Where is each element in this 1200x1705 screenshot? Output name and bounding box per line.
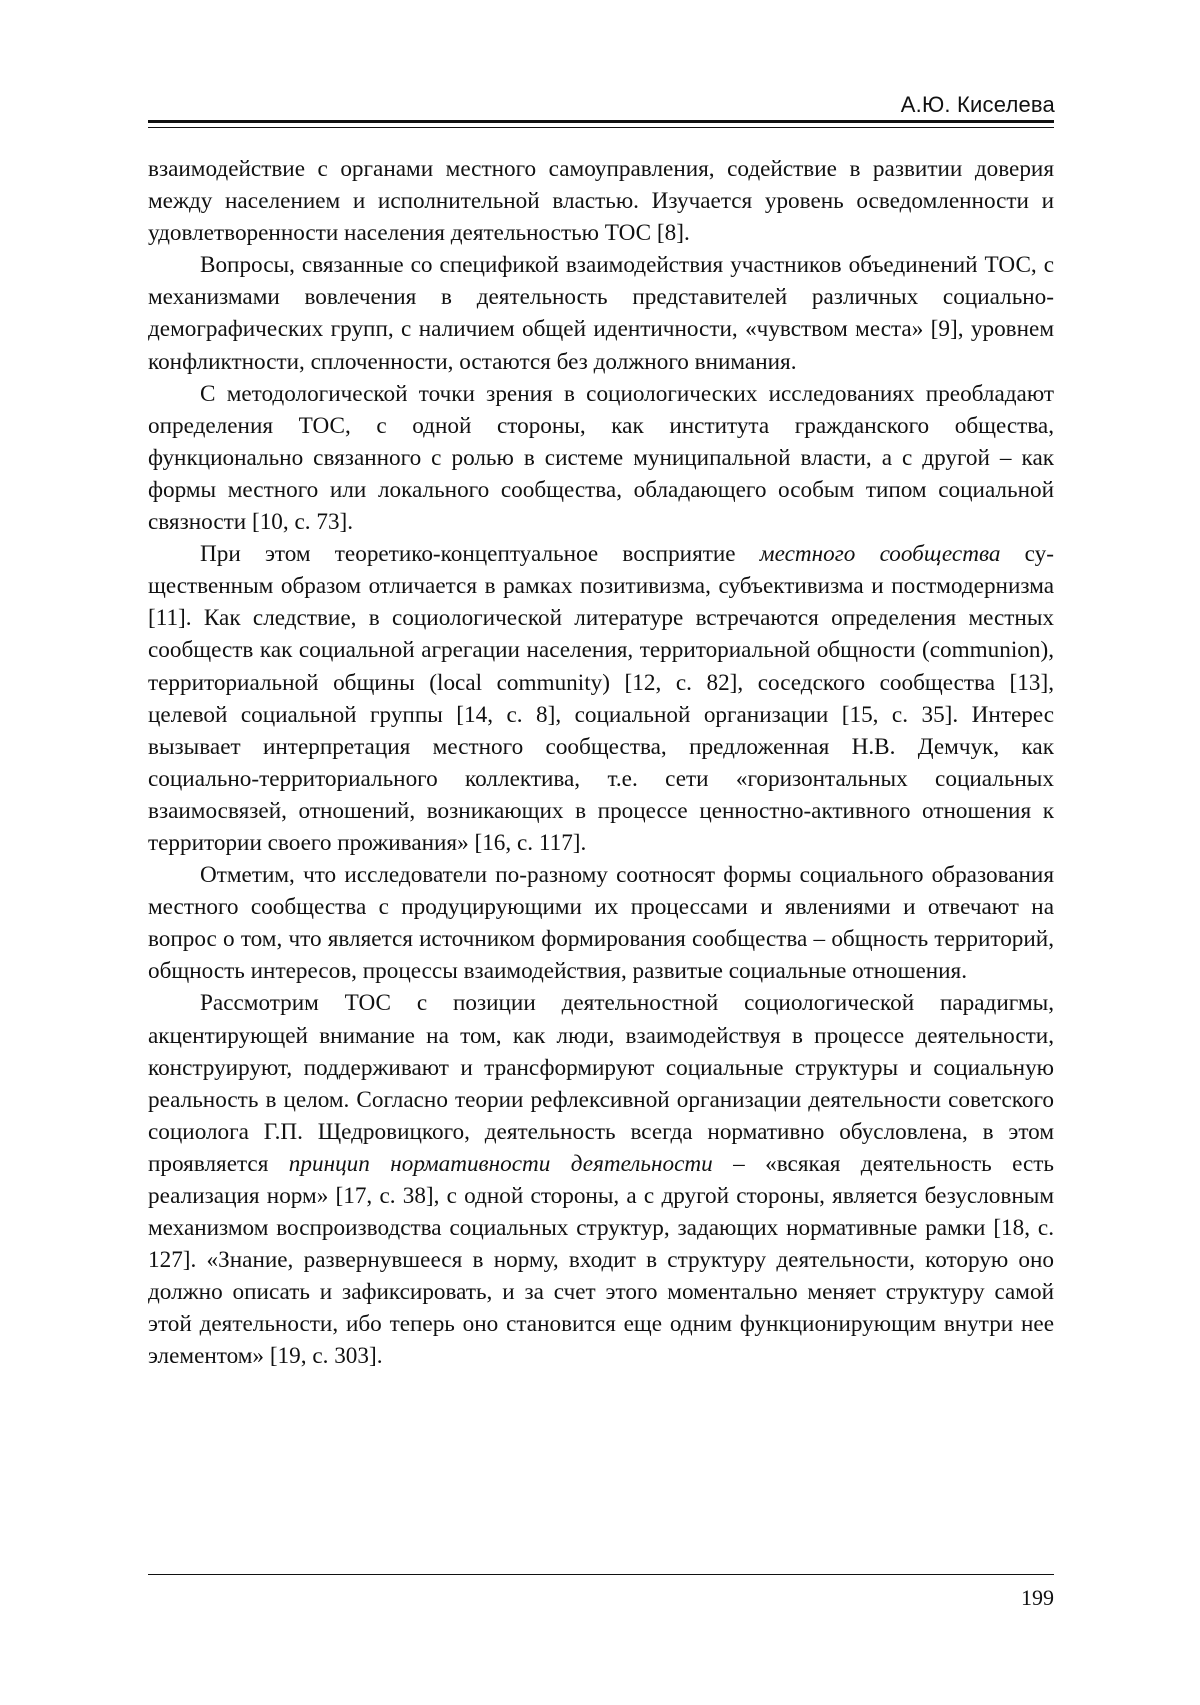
paragraph: Отметим, что исследователи по-разному соотносят формы социального образования местного сообщества с продуцирующими их процессами и явлениями и отвечают на вопрос о том, что является источником формирования сообщества – общность территорий, общность интересов, процессы взаимодействия, развитые социальные отношения. [148, 862, 1054, 985]
paragraph-text: При этом теоретико-концептуальное восприятие [200, 541, 760, 568]
emphasis-term: принцип нормативности деятельности [288, 1150, 713, 1177]
paragraph-text: Рассмотрим ТОС с позиции деятельностной социологической парадигмы, акцентирующей внимание на том, как люди, взаимодействуя в процессе деятельности, конструируют, поддерживают и трансформируют социальные структуры и социальную реальность в целом. Согласно теории рефлексивной организации деятельности советского социолога Г.П. Щедровицкого, деятельность всегда нормативно обусловлена, в этом проявляется [148, 990, 1054, 1177]
paragraph-text: – «всякая деятельность есть реализация норм» [17, с. 38], с одной стороны, а с другой стороны, является безусловным механизмом воспроизводства социальных структур, задающих нормативные рамки [18, с. 127]. «Знание, развернувшееся в норму, входит в структуру деятельности, которую оно должно описать и зафиксировать, и за счет этого моментально меняет структуру самой этой деятельности, ибо теперь оно становится еще одним функционирующим внутри нее элементом» [19, с. 303]. [148, 1150, 1054, 1370]
header-rule-thick [148, 120, 1054, 123]
paragraph [148, 538, 1054, 859]
footer-rule [148, 1574, 1054, 1575]
paragraph: С методологической точки зрения в социологических исследованиях преобладают определения ТОС, с одной стороны, как института гражданского общества, функционально связанного с ролью в системе муниципальной власти, а с другой – как формы местного или локального сообщества, обладающего особым типом социальной связности [10, с. 73]. [148, 380, 1054, 536]
page-body-text [148, 153, 1054, 1373]
page-number: 199 [1021, 1585, 1054, 1610]
emphasis-term: местного сообщества [759, 541, 1001, 568]
header-rule-thin [148, 127, 1054, 128]
paragraph-continued: взаимодействие с органами местного самоуправления, содействие в развитии доверия между населением и исполнительной властью. Изучается уровень осведомленности и удовлетворенности населения деятельностью ТОС [8]. [148, 156, 1054, 247]
paragraph: Вопросы, связанные со спецификой взаимодействия участников объединений ТОС, с механизмами вовлечения в деятельность представителей различных социально-демографических групп, с наличием общей идентичности, «чувством места» [9], уровнем конфликтности, сплоченности, остаются без должного внимания. [148, 252, 1054, 375]
running-header-author: А.Ю. Киселева [900, 92, 1055, 117]
paragraph-text: существенным образом отличается в рамках позитивизма, субъективизма и постмодернизма [11]. Как следствие, в социологической литературе встречаются определения местных сообществ как социальной агрегации населения, территориальной общности (communion), территориальной общины (local community) [12, с. 82], соседского сообщества [13], целевой социальной группы [14, с. 8], социальной организации [15, с. 35]. Интерес вызывает интерпретация местного сообщества, предложенная Н.В. Демчук, как социально-территориального коллектива, т.е. сети «горизонтальных социальных взаимосвязей, отношений, возникающих в процессе ценностно-активного отношения к территории своего проживания» [16, с. 117]. [148, 541, 1054, 856]
paragraph [148, 987, 1054, 1372]
